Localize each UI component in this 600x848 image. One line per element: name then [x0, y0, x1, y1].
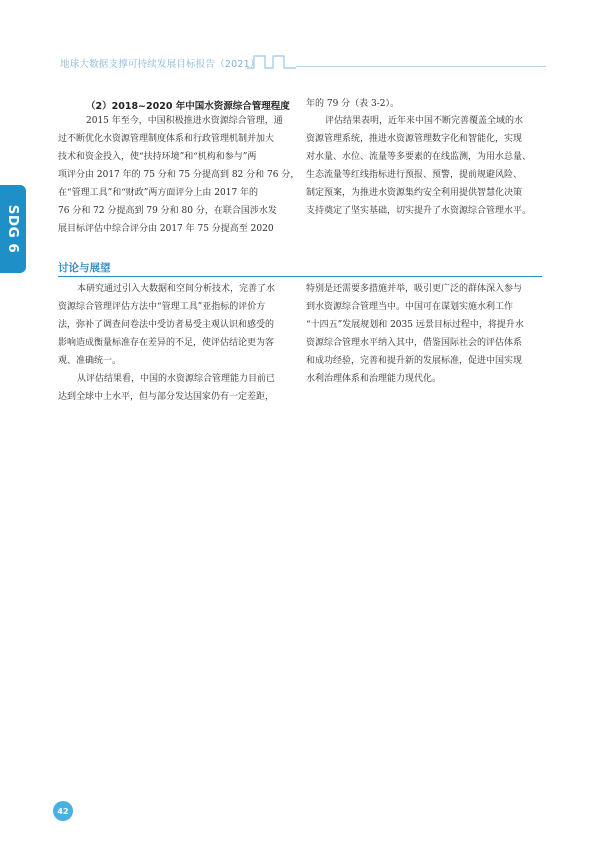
section-heading: 讨论与展望: [58, 262, 111, 274]
subsection-heading: （2）2018~2020 年中国水资源综合管理程度: [86, 101, 290, 112]
body-line: 从评估结果看，中国的水资源综合管理能力目前已: [77, 374, 276, 384]
body-line: 生态流量等红线指标进行预报、预警，提前规避风险、: [306, 170, 523, 180]
body-line: 观、准确统一。: [58, 356, 122, 366]
body-line: 2015 年至今，中国积极推进水资源综合管理，通: [86, 116, 283, 126]
body-line: 评估结果表明，近年来中国不断完善覆盖全域的水: [325, 116, 524, 126]
body-line: 过不断优化水资源管理制度体系和行政管理机制并加大: [58, 134, 275, 144]
body-line: 法，弥补了调查问卷法中受访者易受主观认识和感受的: [58, 320, 275, 330]
body-line: 制定预案，为推进水资源集约安全利用提供智慧化决策: [306, 188, 523, 198]
body-line: 展目标评估中综合评分由 2017 年 75 分提高至 2020: [58, 224, 274, 234]
body-line: 支持奠定了坚实基础，切实提升了水资源综合管理水平。: [306, 206, 532, 216]
body-line: 特别是还需要多措施并举，吸引更广泛的群体深入参与: [306, 284, 523, 294]
page-number-badge: [53, 801, 73, 821]
page-number: 42: [57, 806, 69, 816]
body-line: “十四五”发展规划和 2035 远景目标过程中，将提升水: [306, 320, 524, 330]
body-line: 项评分由 2017 年的 75 分和 75 分提高到 82 分和 76 分，: [58, 170, 300, 180]
header-decoration: [247, 54, 297, 70]
body-line: 水利治理体系和治理能力现代化。: [306, 374, 442, 384]
body-line: 76 分和 72 分提高到 79 分和 80 分，在联合国涉水发: [58, 206, 277, 216]
body-line: 资源管理系统，推进水资源管理数字化和智能化，实现: [306, 134, 523, 144]
sdg-side-tab: [0, 185, 26, 273]
body-line: 达到全球中上水平，但与部分发达国家仍有一定差距，: [58, 392, 275, 402]
body-line: 影响造成衡量标准存在差异的不足，使评估结论更为客: [58, 338, 275, 348]
body-line: 年的 79 分（表 3-2）。: [306, 99, 400, 109]
sdg-side-tab-label: SDG 6: [5, 204, 21, 254]
body-line: 和成功经验，完善和提升新的发展标准，促进中国实现: [306, 356, 523, 366]
body-line: 技术和资金投入，使“扶持环境”和“机构和参与”两: [58, 152, 257, 162]
section-rule: [58, 276, 542, 277]
body-line: 对水量、水位、流量等多要素的在线监测，为用水总量、: [306, 152, 532, 162]
header-rule: [296, 66, 546, 67]
body-line: 资源综合管理评估方法中“管理工具”亚指标的评价方: [58, 302, 266, 312]
body-line: 到水资源综合管理当中。中国可在谋划实施水利工作: [306, 302, 514, 312]
body-line: 在“管理工具”和“财政”两方面评分上由 2017 年的: [58, 188, 259, 198]
running-header-title: 地球大数据支撑可持续发展目标报告（2021）: [60, 59, 260, 70]
body-line: 本研究通过引入大数据和空间分析技术，完善了水: [77, 284, 276, 294]
body-line: 资源综合管理水平纳入其中，借鉴国际社会的评估体系: [306, 338, 523, 348]
